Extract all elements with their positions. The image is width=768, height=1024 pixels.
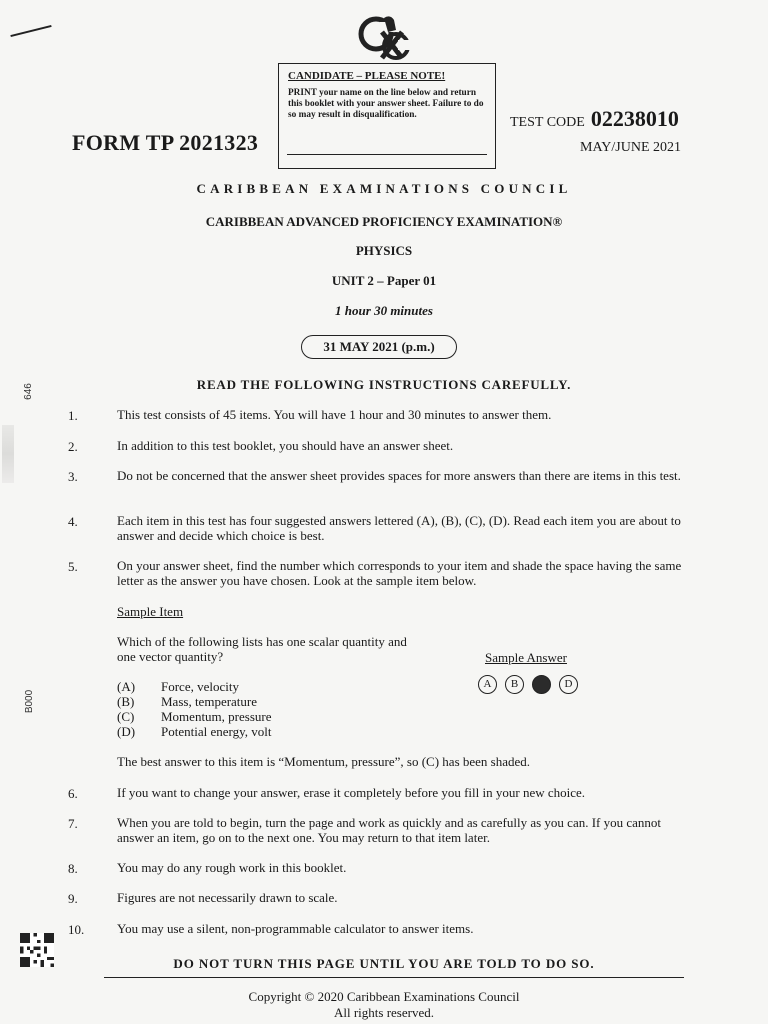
- bubble-c-shaded: [532, 675, 551, 694]
- instruction-number: 8.: [68, 861, 78, 876]
- test-code-value: 02238010: [590, 106, 679, 131]
- instruction-text: Do not be concerned that the answer sheet provides spaces for more answers than there are items in this test.: [117, 468, 681, 483]
- margin-smudge: [2, 425, 14, 483]
- instruction-text: In addition to this test booklet, you should have an answer sheet.: [117, 438, 454, 453]
- bubble-a: A: [478, 675, 497, 694]
- side-code-top: 646: [22, 383, 34, 400]
- option-letter: (D): [117, 724, 136, 739]
- instruction-number: 6.: [68, 786, 78, 801]
- rights-reserved: All rights reserved.: [333, 1005, 434, 1020]
- instruction-text: This test consists of 45 items. You will have 1 hour and 30 minutes to answer them.: [117, 407, 552, 422]
- subject-title: PHYSICS: [355, 243, 413, 258]
- duration: 1 hour 30 minutes: [335, 303, 433, 318]
- sample-item-heading: Sample Item: [117, 604, 184, 619]
- instruction-number: 3.: [68, 469, 78, 484]
- option-text: Force, velocity: [161, 679, 239, 694]
- sample-answer-bubbles: [478, 675, 578, 694]
- exam-title: CARIBBEAN ADVANCED PROFICIENCY EXAMINATION®: [205, 214, 563, 229]
- option-letter: (A): [117, 679, 136, 694]
- notice-title: CANDIDATE – PLEASE NOTE!: [288, 70, 446, 82]
- exam-date: 31 MAY 2021 (p.m.): [301, 335, 457, 359]
- option-letter: (B): [117, 694, 135, 709]
- instruction-text: You may use a silent, non-programmable calculator to answer items.: [117, 921, 474, 936]
- footer-rule: [104, 977, 684, 978]
- pen-mark: [10, 25, 51, 37]
- instruction-text: Each item in this test has four suggested answers lettered (A), (B), (C), (D). Read each item you are about to answer and decide which choice is best.: [117, 513, 681, 543]
- instruction-number: 10.: [68, 922, 85, 937]
- test-code-label: TEST CODE: [510, 115, 585, 130]
- sample-answer-heading: Sample Answer: [485, 650, 567, 665]
- option-text: Mass, temperature: [161, 694, 258, 709]
- session: MAY/JUNE 2021: [580, 140, 681, 155]
- instruction-number: 7.: [68, 816, 78, 831]
- instruction-number: 5.: [68, 559, 78, 574]
- instruction-number: 1.: [68, 408, 78, 423]
- instruction-text: On your answer sheet, find the number which corresponds to your item and shade the space having the same letter as the answer you have chosen. Look at the sample item below.: [117, 558, 682, 588]
- instruction-text: Figures are not necessarily drawn to scale.: [117, 890, 338, 905]
- name-line: [287, 154, 487, 155]
- council-title: CARIBBEAN EXAMINATIONS COUNCIL: [196, 181, 572, 196]
- form-label: FORM TP 2021323: [72, 130, 259, 155]
- instruction-number: 2.: [68, 439, 78, 454]
- copyright: Copyright © 2020 Caribbean Examinations Council: [248, 989, 520, 1004]
- instruction-text: You may do any rough work in this booklet.: [117, 860, 347, 875]
- do-not-turn-warning: DO NOT TURN THIS PAGE UNTIL YOU ARE TOLD TO DO SO.: [173, 956, 595, 971]
- side-code-bottom: B000: [24, 689, 36, 714]
- option-text: Potential energy, volt: [161, 724, 272, 739]
- bubble-b: B: [505, 675, 524, 694]
- instruction-number: 4.: [68, 514, 78, 529]
- cxc-logo: [352, 14, 418, 62]
- instruction-number: 9.: [68, 891, 78, 906]
- candidate-notice-box: [278, 63, 496, 169]
- instruction-text: If you want to change your answer, erase it completely before you fill in your new choice.: [117, 785, 586, 800]
- unit-title: UNIT 2 – Paper 01: [331, 273, 437, 288]
- sample-explanation: The best answer to this item is “Momentum, pressure”, so (C) has been shaded.: [117, 754, 531, 769]
- sample-question: Which of the following lists has one scalar quantity and one vector quantity?: [117, 634, 407, 664]
- instruction-text: When you are told to begin, turn the page and work as quickly and as carefully as you can. If you cannot answer an item, go on to the next one. You may return to that item later.: [117, 815, 662, 845]
- instructions-heading: READ THE FOLLOWING INSTRUCTIONS CAREFULLY.: [196, 377, 572, 392]
- bubble-d: D: [559, 675, 578, 694]
- test-code: [510, 106, 679, 132]
- notice-body: PRINT your name on the line below and return this booklet with your answer sheet. Failure to do so may result in disqualification.: [288, 88, 484, 120]
- option-letter: (C): [117, 709, 135, 724]
- option-text: Momentum, pressure: [161, 709, 272, 724]
